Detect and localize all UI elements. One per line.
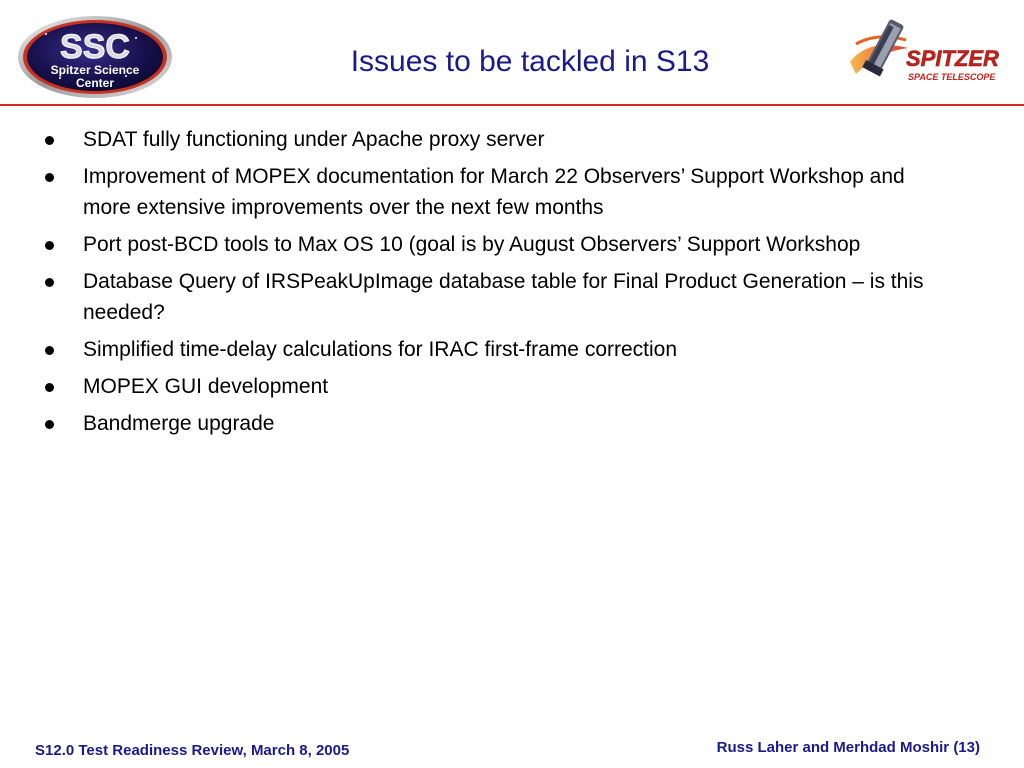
- bullet-list: [40, 124, 940, 445]
- spitzer-telescope-logo: [848, 18, 1013, 90]
- bullet-text: Database Query of IRSPeakUpImage database table for Final Product Generation – is this needed?: [83, 270, 924, 324]
- bullet-dot-icon: [45, 346, 54, 355]
- ssc-logo-line2: Center: [75, 76, 115, 90]
- bullet-text: SDAT fully functioning under Apache proxy server: [83, 128, 545, 151]
- bullet-dot-icon: [45, 383, 54, 392]
- bullet-dot-icon: [45, 136, 54, 145]
- bullet-text: Port post-BCD tools to Max OS 10 (goal is by August Observers’ Support Workshop: [83, 233, 861, 256]
- title-divider: [0, 104, 1024, 106]
- bullet-dot-icon: [45, 278, 54, 287]
- ssc-logo-main-text: SSC: [60, 28, 130, 66]
- bullet-text: Bandmerge upgrade: [83, 412, 275, 435]
- footer-event-label: S12.0 Test Readiness Review, March 8, 2005: [35, 742, 350, 759]
- bullet-dot-icon: [45, 173, 54, 182]
- ssc-logo-line1: Spitzer Science: [50, 63, 140, 77]
- slide-title: Issues to be tackled in S13: [350, 45, 710, 78]
- spitzer-logo-sub-text: SPACE TELESCOPE: [908, 72, 996, 82]
- bullet-text: MOPEX GUI development: [83, 375, 329, 398]
- bullet-dot-icon: [45, 420, 54, 429]
- bullet-item: [40, 161, 940, 223]
- bullet-text: Improvement of MOPEX documentation for March 22 Observers’ Support Workshop and more extensive improvements over the next few months: [83, 165, 905, 219]
- bullet-item: [40, 371, 940, 402]
- spitzer-logo-main-text: SPITZER: [906, 46, 999, 71]
- ssc-logo: [16, 14, 174, 100]
- bullet-text: Simplified time-delay calculations for IRAC first-frame correction: [83, 338, 678, 361]
- bullet-item: [40, 229, 940, 260]
- footer-author-page: Russ Laher and Merhdad Moshir (13): [716, 739, 980, 756]
- bullet-dot-icon: [45, 241, 54, 250]
- bullet-item: [40, 334, 940, 365]
- bullet-item: [40, 124, 940, 155]
- bullet-item: [40, 266, 940, 328]
- bullet-item: [40, 408, 940, 439]
